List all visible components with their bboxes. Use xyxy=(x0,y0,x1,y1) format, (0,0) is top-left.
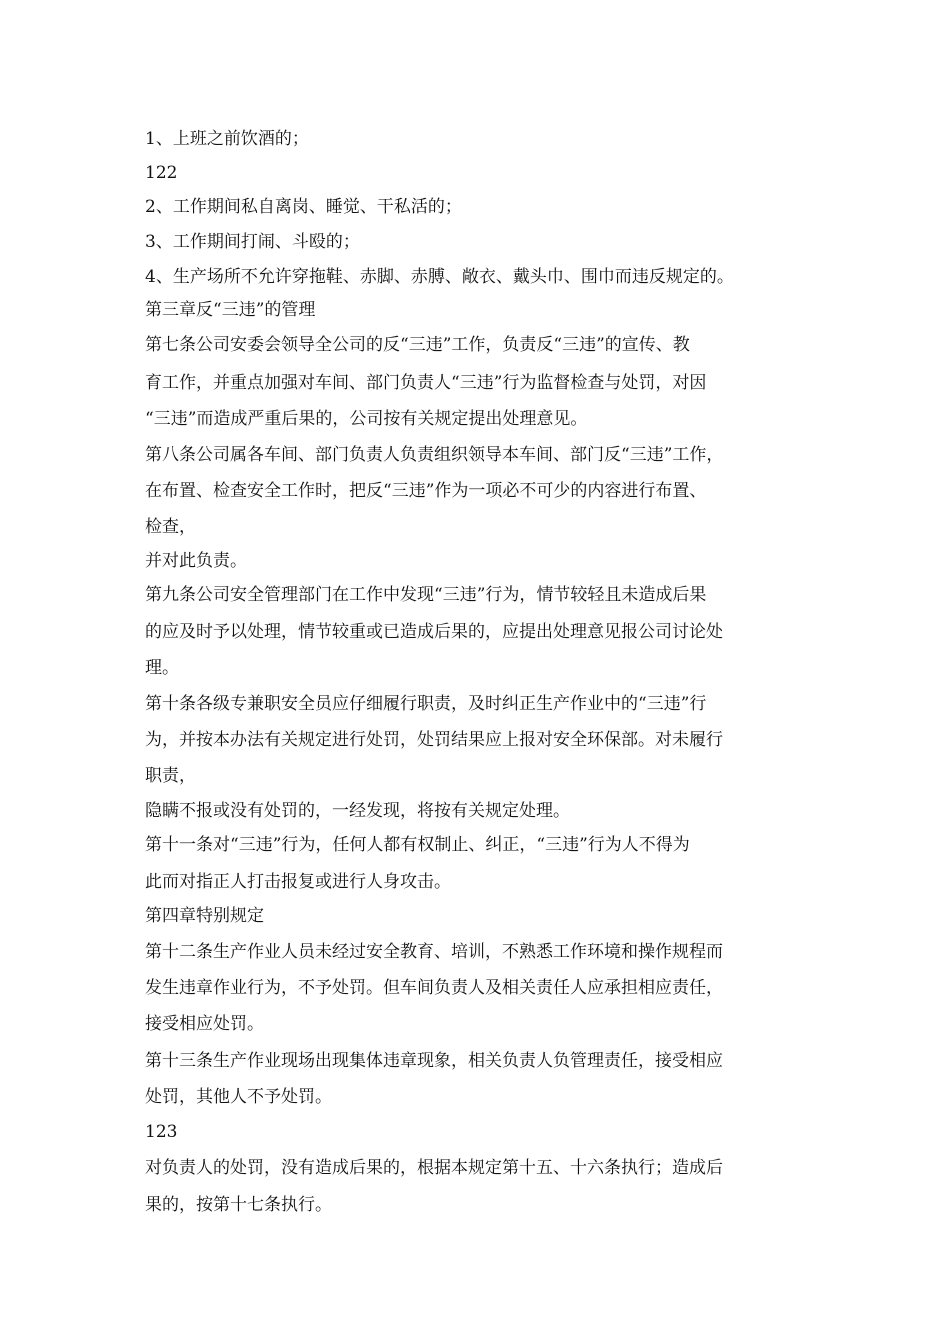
article-11-line-1: 第十一条对“三违”行为，任何人都有权制止、纠正，“三违”行为人不得为 xyxy=(145,835,690,855)
paragraph-line-2: 果的，按第十七条执行。 xyxy=(145,1195,332,1215)
article-10-line-2: 为，并按本办法有关规定进行处罚，处罚结果应上报对安全环保部。对未履行 xyxy=(145,730,723,750)
article-8-line-3: 检查， xyxy=(145,517,196,537)
article-8-line-1: 第八条公司属各车间、部门负责人负责组织领导本车间、部门反“三违”工作， xyxy=(145,445,724,465)
article-9-line-1: 第九条公司安全管理部门在工作中发现“三违”行为，情节较轻且未造成后果 xyxy=(145,585,707,605)
article-10-line-3: 职责， xyxy=(145,766,196,786)
chapter-heading: 第三章反“三违”的管理 xyxy=(145,300,316,320)
chapter-heading: 第四章特别规定 xyxy=(145,906,264,926)
list-item-4: 4、生产场所不允许穿拖鞋、赤脚、赤膊、敞衣、戴头巾、围巾而违反规定的。 xyxy=(145,267,734,287)
paragraph-line-1: 对负责人的处罚，没有造成后果的，根据本规定第十五、十六条执行；造成后 xyxy=(145,1158,723,1178)
article-12-line-1: 第十二条生产作业人员未经过安全教育、培训，不熟悉工作环境和操作规程而 xyxy=(145,942,723,962)
page-number: 122 xyxy=(145,163,178,183)
article-9-line-3: 理。 xyxy=(145,658,179,678)
article-11-line-2: 此而对指正人打击报复或进行人身攻击。 xyxy=(145,872,451,892)
article-10-line-4: 隐瞒不报或没有处罚的，一经发现，将按有关规定处理。 xyxy=(145,801,570,821)
list-item-3: 3、工作期间打闹、斗殴的； xyxy=(145,232,360,252)
page-number: 123 xyxy=(145,1122,178,1142)
list-item-1: 1、上班之前饮酒的； xyxy=(145,129,309,149)
article-9-line-2: 的应及时予以处理，情节较重或已造成后果的，应提出处理意见报公司讨论处 xyxy=(145,622,723,642)
article-7-line-2: 育工作，并重点加强对车间、部门负责人“三违”行为监督检查与处罚，对因 xyxy=(145,373,707,393)
article-13-line-2: 处罚，其他人不予处罚。 xyxy=(145,1087,332,1107)
article-12-line-3: 接受相应处罚。 xyxy=(145,1014,264,1034)
article-10-line-1: 第十条各级专兼职安全员应仔细履行职责，及时纠正生产作业中的“三违”行 xyxy=(145,694,707,714)
article-13-line-1: 第十三条生产作业现场出现集体违章现象，相关负责人负管理责任，接受相应 xyxy=(145,1051,723,1071)
article-8-line-2: 在布置、检查安全工作时，把反“三违”作为一项必不可少的内容进行布置、 xyxy=(145,481,707,501)
list-item-2: 2、工作期间私自离岗、睡觉、干私活的； xyxy=(145,197,462,217)
article-7-line-3: “三违”而造成严重后果的，公司按有关规定提出处理意见。 xyxy=(145,409,588,429)
article-7-line-1: 第七条公司安委会领导全公司的反“三违”工作，负责反“三违”的宣传、教 xyxy=(145,335,690,355)
article-8-line-4: 并对此负责。 xyxy=(145,551,247,571)
article-12-line-2: 发生违章作业行为，不予处罚。但车间负责人及相关责任人应承担相应责任， xyxy=(145,978,723,998)
